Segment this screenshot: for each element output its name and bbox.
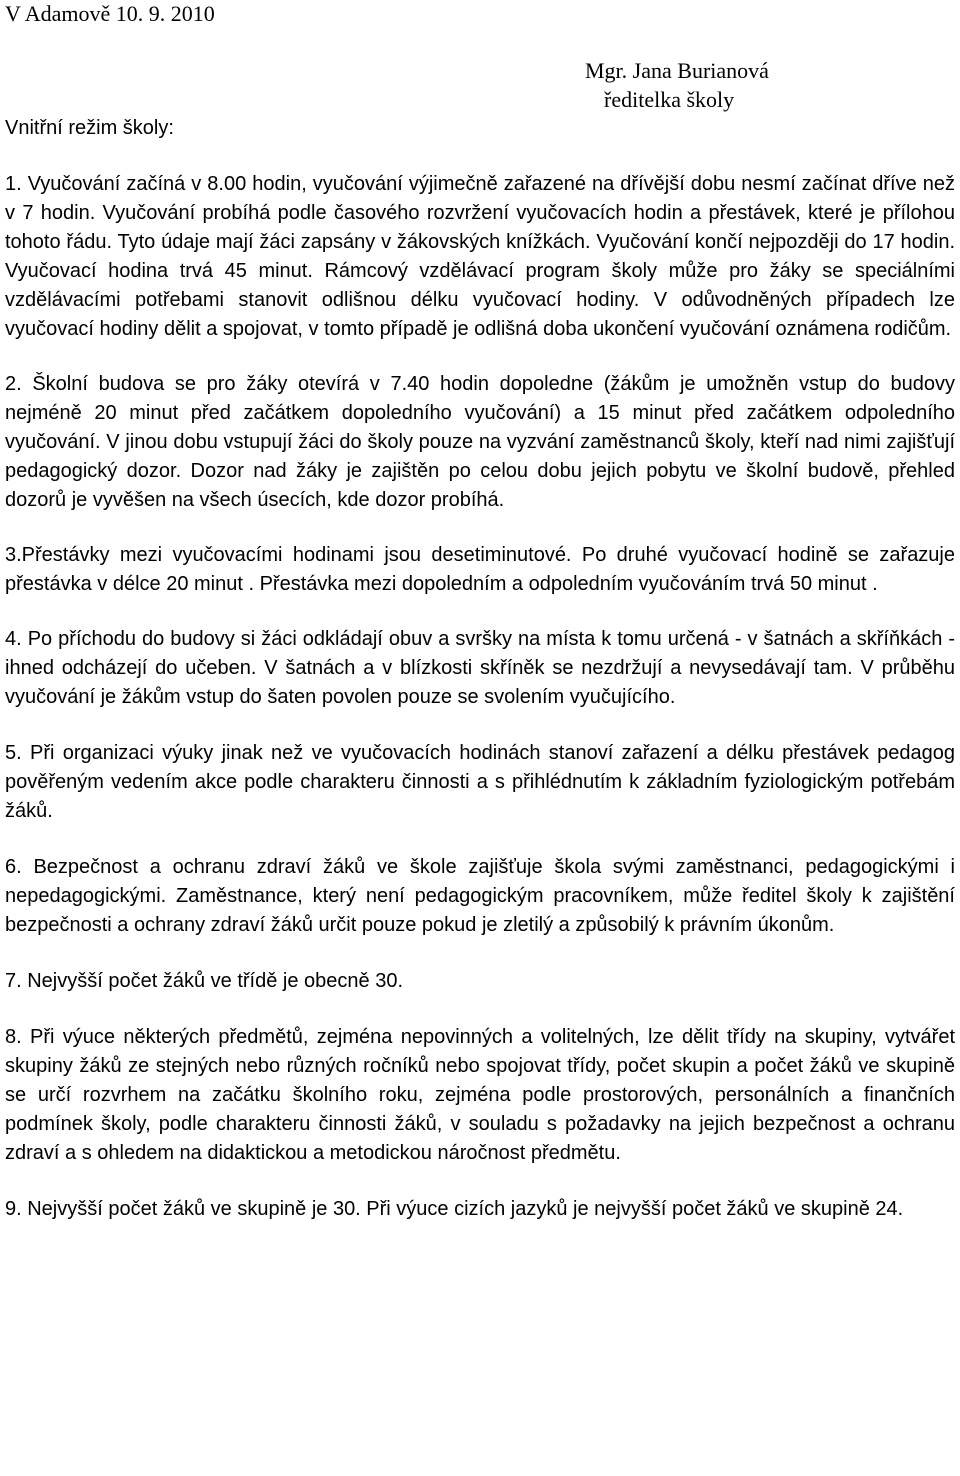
document-heading: Vnitřní režim školy: [5,117,174,139]
place-date: V Adamově 10. 9. 2010 [5,1,215,26]
paragraph-1: 1. Vyučování začíná v 8.00 hodin, vyučování výjimečně zařazené na dřívější dobu nesmí začínat dříve než v 7 hodin. Vyučování probíhá podle časového rozvržení vyučovacích hodin a přestávek, které je přílohou tohoto řádu. Tyto údaje mají žáci zapsány v žákovských knížkách. Vyučování končí nejpozději do 17 hodin. Vyučovací hodina trvá 45 minut. Rámcový vzdělávací program školy může pro žáky se speciálními vzdělávacími potřebami stanovit odlišnou délku vyučovací hodiny. V odůvodněných případech lze vyučovací hodiny dělit a spojovat, v tomto případě je odlišná doba ukončení vyučování oznámena rodičům. [5,173,955,340]
paragraph-4: 4. Po příchodu do budovy si žáci odkládají obuv a svršky na místa k tomu určená - v šatnách a skříňkách - ihned odcházejí do učeben. V šatnách a v blízkosti skříněk se nezdržují a nevysedávají tam. V průběhu vyučování je žákům vstup do šaten povolen pouze se svolením vyučujícího. [5,628,955,708]
paragraph-6: 6. Bezpečnost a ochranu zdraví žáků ve škole zajišťuje škola svými zaměstnanci, pedagogickými i nepedagogickými. Zaměstnance, který není pedagogickým pracovníkem, může ředitel školy k zajištění bezpečnosti a ochrany zdraví žáků určit pouze pokud je zletilý a způsobilý k právním úkonům. [5,856,955,936]
paragraph-5: 5. Při organizaci výuky jinak než ve vyučovacích hodinách stanoví zařazení a délku přestávek pedagog pověřeným vedením akce podle charakteru činnosti a s přihlédnutím k základním fyziologickým potřebám žáků. [5,742,955,822]
paragraph-2: 2. Školní budova se pro žáky otevírá v 7.40 hodin dopoledne (žákům je umožněn vstup do budovy nejméně 20 minut před začátkem dopoledního vyučování) a 15 minut před začátkem odpoledního vyučování. V jinou dobu vstupují žáci do školy pouze na vyzvání zaměstnanců školy, kteří nad nimi zajišťují pedagogický dozor. Dozor nad žáky je zajištěn po celou dobu jejich pobytu ve školní budově, přehled dozorů je vyvěšen na všech úsecích, kde dozor probíhá. [5,373,955,511]
signature-name: Mgr. Jana Burianová [585,58,769,83]
paragraph-3: 3.Přestávky mezi vyučovacími hodinami jsou desetiminutové. Po druhé vyučovací hodině se zařazuje přestávka v délce 20 minut . Přestávka mezi dopoledním a odpoledním vyučováním trvá 50 minut . [5,544,955,595]
paragraph-8: 8. Při výuce některých předmětů, zejména nepovinných a volitelných, lze dělit třídy na skupiny, vytvářet skupiny žáků ze stejných nebo různých ročníků nebo spojovat třídy, počet skupin a počet žáků ve skupině se určí rozvrhem na začátku školního roku, zejména podle prostorových, personálních a finančních podmínek školy, podle charakteru činnosti žáků, v souladu s požadavky na jejich bezpečnost a ochranu zdraví a s ohledem na didaktickou a metodickou náročnost předmětu. [5,1026,955,1164]
document-body [5,170,955,1224]
paragraph-9: 9. Nejvyšší počet žáků ve skupině je 30. Při výuce cizích jazyků je nejvyšší počet žáků ve skupině 24. [5,1198,904,1220]
paragraph-7: 7. Nejvyšší počet žáků ve třídě je obecně 30. [5,970,403,992]
signature-role: ředitelka školy [604,87,735,112]
